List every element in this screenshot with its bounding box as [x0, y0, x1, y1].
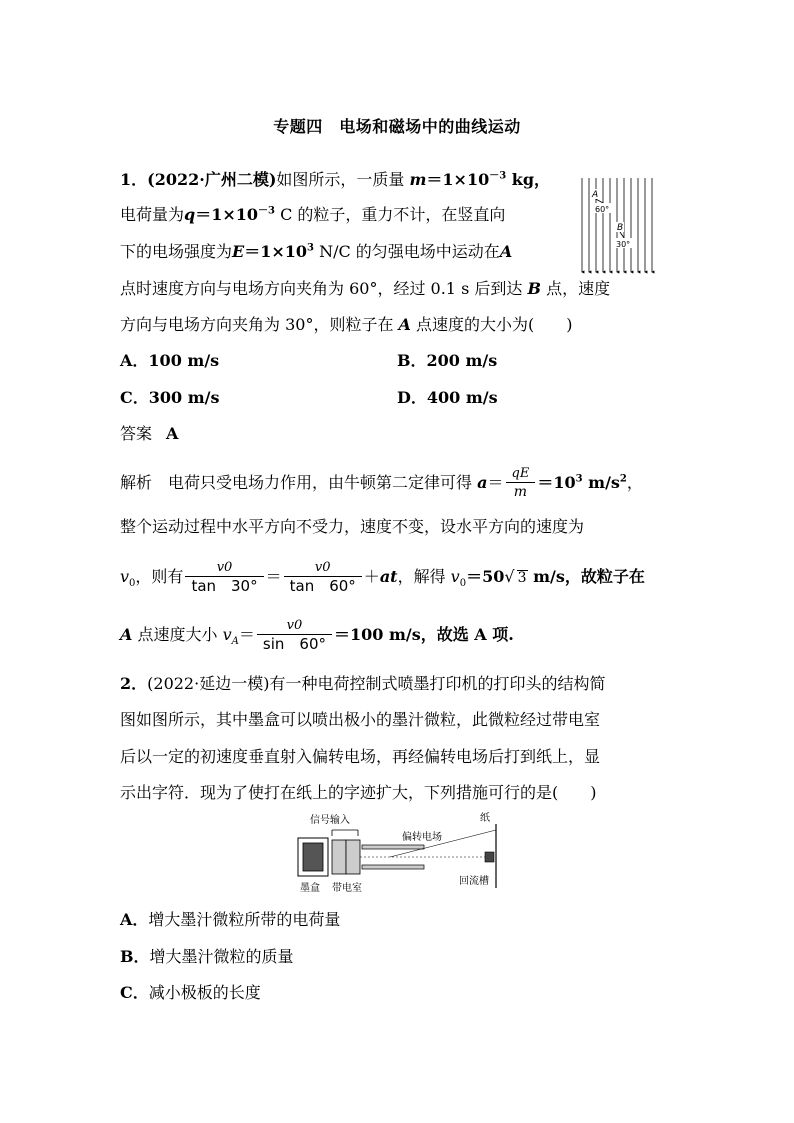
option-label: B． [397, 351, 427, 370]
q1-analysis-line-3 [120, 560, 645, 595]
q1-var-m: m [409, 170, 427, 189]
analysis-text: ， [626, 473, 643, 492]
sqrt-sign: √ [504, 567, 515, 586]
angle-30-label: 30° [616, 240, 631, 249]
option-text: 减小极板的长度 [148, 983, 261, 1002]
q1-text: 点时速度方向与电场方向夹角为 60°，经过 0.1 s 后到达 [120, 279, 528, 298]
q2-printer-head-figure [290, 812, 504, 894]
exp: 3 [575, 473, 583, 485]
var-v: v [222, 625, 232, 644]
q1-text: 点，速度 [540, 279, 611, 298]
frac-num: v0 [286, 618, 303, 633]
option-text: 200 m/s [426, 351, 498, 370]
q1-exp: －3 [489, 170, 507, 182]
q1-text: 如图所示，一质量 [276, 170, 410, 189]
answer-value: A [166, 424, 179, 443]
label-A: A [592, 190, 599, 200]
angle-60-label: 60° [595, 205, 610, 214]
q1-num: ＝1×10 [195, 205, 259, 224]
exp: 2 [619, 473, 627, 485]
sub: 0 [129, 578, 136, 590]
q1-var-B: B [527, 279, 541, 298]
q1-text: 点速度的大小为( ) [410, 315, 573, 334]
frac-den: sin 60° [257, 634, 332, 653]
q1-line-1 [120, 168, 550, 192]
page-title: 专题四 电场和磁场中的曲线运动 [273, 117, 521, 136]
q2-line-1 [120, 672, 605, 696]
option-label: C． [120, 388, 149, 407]
option-label: B． [120, 947, 150, 966]
return-tank-label: 回流槽 [459, 876, 489, 887]
signal-input-label: 信号输入 [310, 815, 350, 826]
q2-text: 有一种电荷控制式喷墨打印机的打印头的结构简 [269, 674, 606, 693]
deflection-plate-top [362, 845, 424, 849]
q1-analysis-line-4 [120, 618, 514, 653]
q1-num: ＝1×10 [426, 170, 490, 189]
frac-num: qE [511, 466, 530, 481]
deflection-plate-bottom [362, 865, 424, 869]
var-at: at [379, 567, 398, 586]
option-text: 400 m/s [426, 388, 498, 407]
q1-text: C 的粒子，重力不计，在竖直向 [274, 205, 506, 224]
q1-num: ＝1×10 [244, 242, 308, 261]
option-text: 增大墨汁微粒所带的电荷量 [148, 910, 341, 929]
q1-source: (2022·广州二模) [147, 170, 277, 189]
frac-den: tan 60° [284, 576, 362, 595]
analysis-label: 解析 [120, 473, 153, 492]
option-label: A． [120, 351, 149, 370]
analysis-text: ，解得 [397, 567, 451, 586]
var-A: A [120, 625, 133, 644]
q1-option-b [397, 349, 497, 373]
q2-option-a [120, 908, 340, 932]
return-tank [485, 852, 494, 862]
charge-room-label: 带电室 [332, 883, 362, 894]
analysis-text: ＝100 m/s，故选 A 项. [333, 625, 514, 644]
sub: 0 [459, 578, 467, 590]
paper-label: 纸 [480, 813, 490, 824]
q1-exp: －3 [258, 205, 275, 217]
option-text: 100 m/s [148, 351, 220, 370]
option-text: 300 m/s [148, 388, 220, 407]
answer-label: 答案 [120, 424, 153, 443]
q2-line-3: 后以一定的初速度垂直射入偏转电场，再经偏转电场后打到纸上，显 [120, 747, 601, 766]
deflect-field-label: 偏转电场 [402, 832, 442, 843]
label-B: B [617, 223, 624, 233]
q1-text: N/C 的匀强电场中运动在 [314, 242, 500, 261]
q2-line-2: 图如图所示，其中墨盒可以喷出极小的墨汁微粒，此微粒经过带电室 [120, 710, 601, 729]
frac-den: tan 30° [185, 576, 263, 595]
analysis-text: 点速度大小 [132, 625, 223, 644]
q1-unit: kg， [506, 170, 551, 189]
q1-number: 1． [120, 170, 148, 189]
q1-line-5 [120, 313, 573, 337]
q1-option-a [120, 349, 219, 373]
charge-room-left [332, 840, 346, 874]
q1-option-c [120, 386, 220, 410]
frac-den: m [506, 482, 536, 501]
charge-room-right [346, 840, 360, 874]
option-label: D． [397, 388, 427, 407]
ink-box-label: 墨盒 [300, 883, 320, 894]
q1-option-d [397, 386, 498, 410]
q1-var-q: q [184, 205, 196, 224]
q1-var-A: A [499, 242, 513, 261]
q1-exp: 3 [307, 242, 314, 254]
analysis-text: ，则有 [135, 567, 184, 586]
q1-line-3 [120, 240, 512, 264]
ink-box-inner [303, 843, 323, 871]
q1-text: 下的电场强度为 [120, 242, 233, 261]
analysis-text: 电荷只受电场力作用，由牛顿第二定律可得 [168, 473, 478, 492]
sub: A [231, 636, 239, 648]
analysis-num: ＝50 [466, 567, 505, 586]
eq: ＝ [265, 567, 282, 586]
fraction-v0-sin60 [257, 618, 332, 653]
q2-line-4: 示出字符．现为了使打在纸上的字迹扩大，下列措施可行的是( ) [120, 783, 597, 802]
plus: ＋ [363, 567, 380, 586]
option-label: C． [120, 983, 149, 1002]
q2-number: 2． [120, 674, 148, 693]
q1-text: 电荷量为 [120, 205, 185, 224]
frac-num: v0 [314, 560, 331, 575]
eq: ＝ [487, 473, 504, 492]
analysis-text: m/s，故粒子在 [527, 567, 645, 586]
var-a: a [477, 473, 488, 492]
fraction-v0-tan30 [185, 560, 263, 595]
q1-var-E: E [232, 242, 245, 261]
q1-analysis-line-1 [120, 466, 643, 501]
option-text: 增大墨汁微粒的质量 [149, 947, 294, 966]
q1-line-2 [120, 203, 505, 227]
q1-line-4 [120, 277, 610, 301]
q1-answer [120, 422, 178, 446]
var-v: v [120, 567, 130, 586]
option-label: A． [120, 910, 149, 929]
q1-electric-field-figure [578, 176, 658, 276]
q1-analysis-line-2: 整个运动过程中水平方向不受力，速度不变，设水平方向的速度为 [120, 517, 585, 536]
sqrt-value: 3 [517, 570, 527, 586]
q1-text: 方向与电场方向夹角为 30°，则粒子在 [120, 315, 399, 334]
q1-var-A: A [398, 315, 411, 334]
fraction-v0-tan60 [284, 560, 362, 595]
q2-option-b [120, 945, 294, 969]
q2-source: (2022·延边一模) [147, 674, 270, 693]
frac-num: v0 [216, 560, 233, 575]
analysis-num: ＝10 [537, 473, 576, 492]
var-v: v [450, 567, 460, 586]
q2-option-c [120, 981, 261, 1005]
unit: m/s [582, 473, 620, 492]
eq: ＝ [238, 625, 255, 644]
fraction-qE-m [506, 466, 536, 501]
